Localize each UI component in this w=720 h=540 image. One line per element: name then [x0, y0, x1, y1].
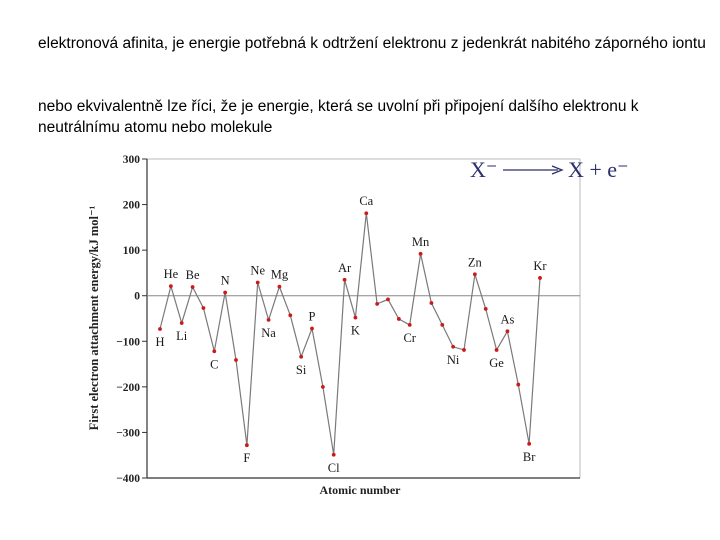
data-point — [354, 316, 358, 320]
element-label: Ne — [250, 263, 266, 278]
data-point — [299, 355, 303, 359]
y-tick-label: 100 — [122, 245, 140, 258]
data-point — [310, 327, 314, 331]
element-label: As — [500, 312, 515, 327]
element-label: Li — [176, 329, 188, 344]
y-tick-group — [116, 154, 147, 485]
data-point — [451, 345, 455, 349]
data-point — [495, 348, 499, 352]
element-label: Si — [295, 362, 307, 377]
data-point — [506, 329, 510, 333]
element-label: C — [210, 357, 219, 372]
element-label: Mn — [411, 234, 430, 249]
element-label: He — [163, 267, 179, 282]
data-point — [516, 383, 520, 387]
data-point — [212, 349, 216, 353]
data-point — [267, 318, 271, 322]
element-label: Cr — [403, 330, 416, 345]
data-point — [484, 307, 488, 311]
equation-lhs: X⁻ — [470, 157, 498, 182]
equivalent-definition-paragraph: nebo ekvivalentně lze říci, že je energie, která se uvolní při připojení dalšího elektronu k neutrálnímu atomu nebo molekule — [38, 98, 639, 136]
data-point — [386, 297, 390, 301]
element-label: K — [350, 323, 360, 338]
data-point — [191, 285, 195, 289]
element-label: Zn — [467, 255, 482, 270]
data-point — [364, 211, 368, 215]
data-point — [223, 291, 227, 295]
x-axis-label: Atomic number — [319, 483, 401, 497]
element-label: Mg — [270, 267, 289, 282]
y-tick-label: 200 — [122, 199, 140, 212]
element-label: Ge — [489, 355, 504, 370]
data-point — [397, 317, 401, 321]
definition-paragraph: elektronová afinita, je energie potřebná k odtržení elektronu z jedenkrát nabitého záporného iontu — [38, 35, 706, 52]
element-label: N — [220, 273, 230, 288]
y-tick-label: −100 — [116, 336, 140, 349]
data-point — [180, 321, 184, 325]
element-label-group — [155, 194, 547, 475]
data-point — [462, 348, 466, 352]
data-point — [234, 358, 238, 362]
data-point — [419, 252, 423, 256]
data-point — [321, 385, 325, 389]
data-point — [256, 281, 260, 285]
element-label: F — [243, 451, 251, 466]
equation-rhs: X + e⁻ — [568, 157, 629, 182]
data-point — [278, 285, 282, 289]
element-label: P — [308, 309, 316, 324]
element-label: Ca — [359, 194, 374, 209]
element-label: H — [155, 334, 165, 349]
element-label: Na — [261, 325, 276, 340]
y-tick-label: 300 — [122, 154, 140, 166]
element-label: Ni — [446, 352, 460, 367]
data-point — [527, 442, 531, 446]
data-point — [375, 302, 379, 306]
data-point — [430, 301, 434, 305]
y-axis-label: First electron attachment energy/kJ mol⁻¹ — [87, 205, 101, 431]
data-point — [288, 313, 292, 317]
data-point — [408, 323, 412, 327]
y-tick-label: −300 — [116, 427, 140, 440]
data-point — [202, 306, 206, 310]
y-tick-label: 0 — [134, 290, 140, 303]
y-tick-label: −200 — [116, 381, 140, 394]
element-label: Kr — [533, 258, 547, 273]
element-label: Ar — [337, 260, 352, 275]
data-point — [343, 278, 347, 282]
data-point — [245, 443, 249, 447]
y-tick-label: −400 — [116, 473, 140, 485]
data-point — [158, 327, 162, 331]
data-point — [473, 272, 477, 276]
data-point — [169, 284, 173, 288]
data-point — [332, 453, 336, 457]
element-label: Br — [522, 449, 536, 464]
element-label: Cl — [327, 460, 340, 475]
data-point — [538, 276, 542, 280]
data-point — [440, 323, 444, 327]
element-label: Be — [185, 268, 200, 283]
